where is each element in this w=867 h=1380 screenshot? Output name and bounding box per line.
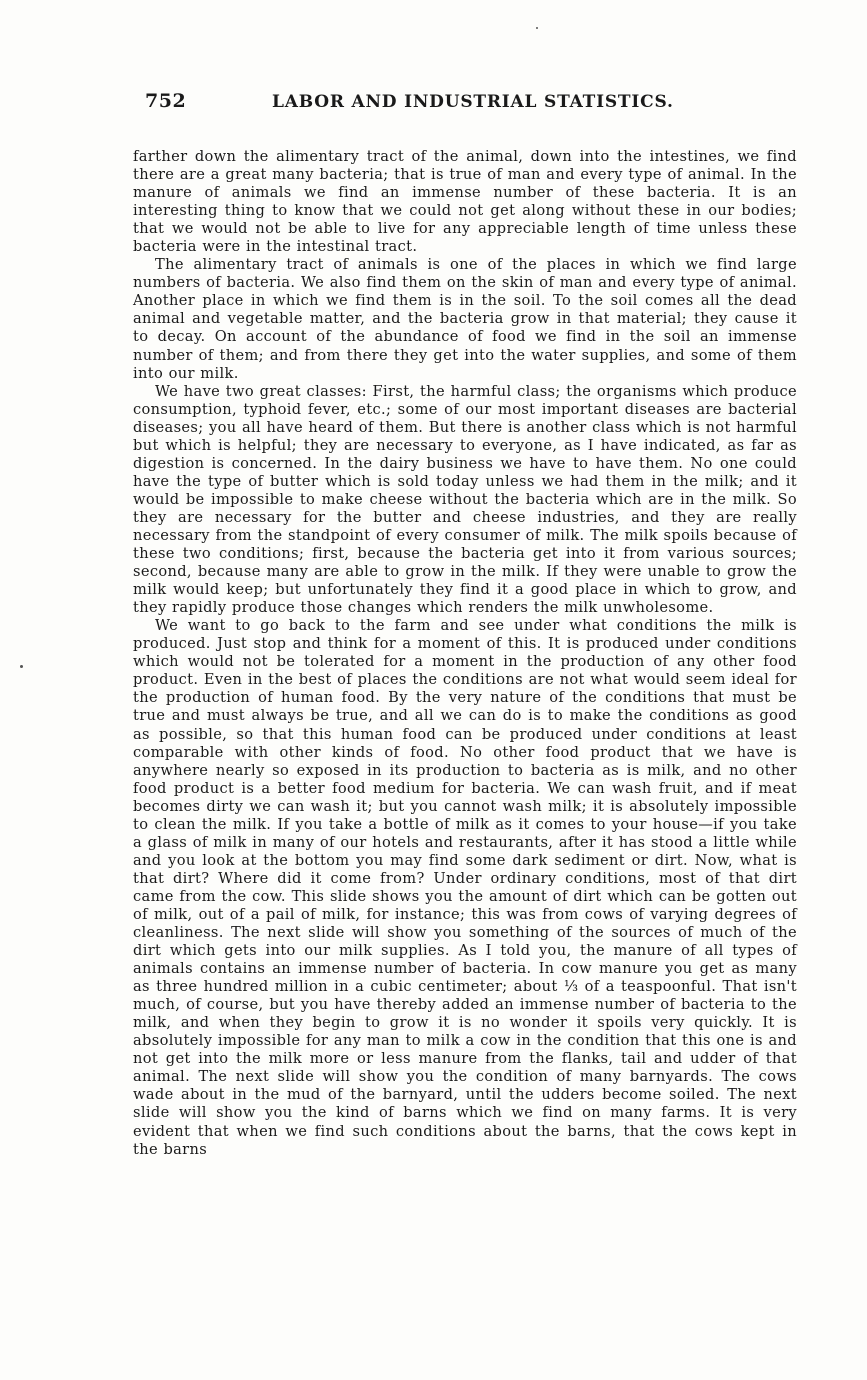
scan-speck <box>536 27 538 29</box>
body-text <box>133 148 797 1159</box>
paragraph-1: farther down the alimentary tract of the animal, down into the intestines, we find there are a great many bacteria; that is true of man and every type of animal. In the manure of animals we find an immense number of these bacteria. It is an interesting thing to know that we could not get along without these in our bodies; that we would not be able to live for any appreciable length of time unless these bacteria were in the intestinal tract. <box>133 148 797 256</box>
page-number: 752 <box>145 90 187 112</box>
paragraph-4: We want to go back to the farm and see under what conditions the milk is produced. Just stop and think for a moment of this. It is produced under conditions which would not be tolerated for a moment in the production of any other food product. Even in the best of places the conditions are not what would seem ideal for the production of human food. By the very nature of the conditions that must be true and must always be true, and all we can do is to make the conditions as good as possible, so that this human food can be produced under conditions at least comparable with other kinds of food. No other food product that we have is anywhere nearly so exposed in its production to bacteria as is milk, and no other food product is a better food medium for bacteria. We can wash fruit, and if meat becomes dirty we can wash it; but you cannot wash milk; it is absolutely impossible to clean the milk. If you take a bottle of milk as it comes to your house—if you take a glass of milk in many of our hotels and restaurants, after it has stood a little while and you look at the bottom you may find some dark sediment or dirt. Now, what is that dirt? Where did it come from? Under ordinary conditions, most of that dirt came from the cow. This slide shows you the amount of dirt which can be gotten out of milk, out of a pail of milk, for instance; this was from cows of varying degrees of cleanliness. The next slide will show you something of the sources of much of the dirt which gets into our milk supplies. As I told you, the manure of all types of animals contains an immense number of bacteria. In cow manure you get as many as three hundred million in a cubic centimeter; about ⅓ of a teaspoonful. That isn't much, of course, but you have thereby added an immense number of bacteria to the milk, and when they begin to grow it is no wonder it spoils very quickly. It is absolutely impossible for any man to milk a cow in the condition that this one is and not get into the milk more or less manure from the flanks, tail and udder of that animal. The next slide will show you the condition of many barnyards. The cows wade about in the mud of the barnyard, until the udders become soiled. The next slide will show you the kind of barns which we find on many farms. It is very evident that when we find such conditions about the barns, that the cows kept in the barns <box>133 617 797 1158</box>
page-header <box>145 90 795 120</box>
running-head-title: LABOR AND INDUSTRIAL STATISTICS. <box>272 92 674 112</box>
scan-speck <box>20 665 23 668</box>
paragraph-2: The alimentary tract of animals is one of the places in which we find large numbers of bacteria. We also find them on the skin of man and every type of animal. Another place in which we find them is in the soil. To the soil comes all the dead animal and vegetable matter, and the bacteria grow in that material; they cause it to decay. On account of the abundance of food we find in the soil an immense number of them; and from there they get into the water supplies, and some of them into our milk. <box>133 256 797 382</box>
paragraph-3: We have two great classes: First, the harmful class; the organisms which produce consumption, typhoid fever, etc.; some of our most important diseases are bacterial diseases; you all have heard of them. But there is another class which is not harmful but which is helpful; they are necessary to everyone, as I have indicated, as far as digestion is concerned. In the dairy business we have to have them. No one could have the type of butter which is sold today unless we had them in the milk; and it would be impossible to make cheese without the bacteria which are in the milk. So they are necessary for the butter and cheese industries, and they are really necessary from the standpoint of every consumer of milk. The milk spoils because of these two conditions; first, because the bacteria get into it from various sources; second, because many are able to grow in the milk. If they were unable to grow the milk would keep; but unfortunately they find it a good place in which to grow, and they rapidly produce those changes which renders the milk unwholesome. <box>133 382 797 617</box>
